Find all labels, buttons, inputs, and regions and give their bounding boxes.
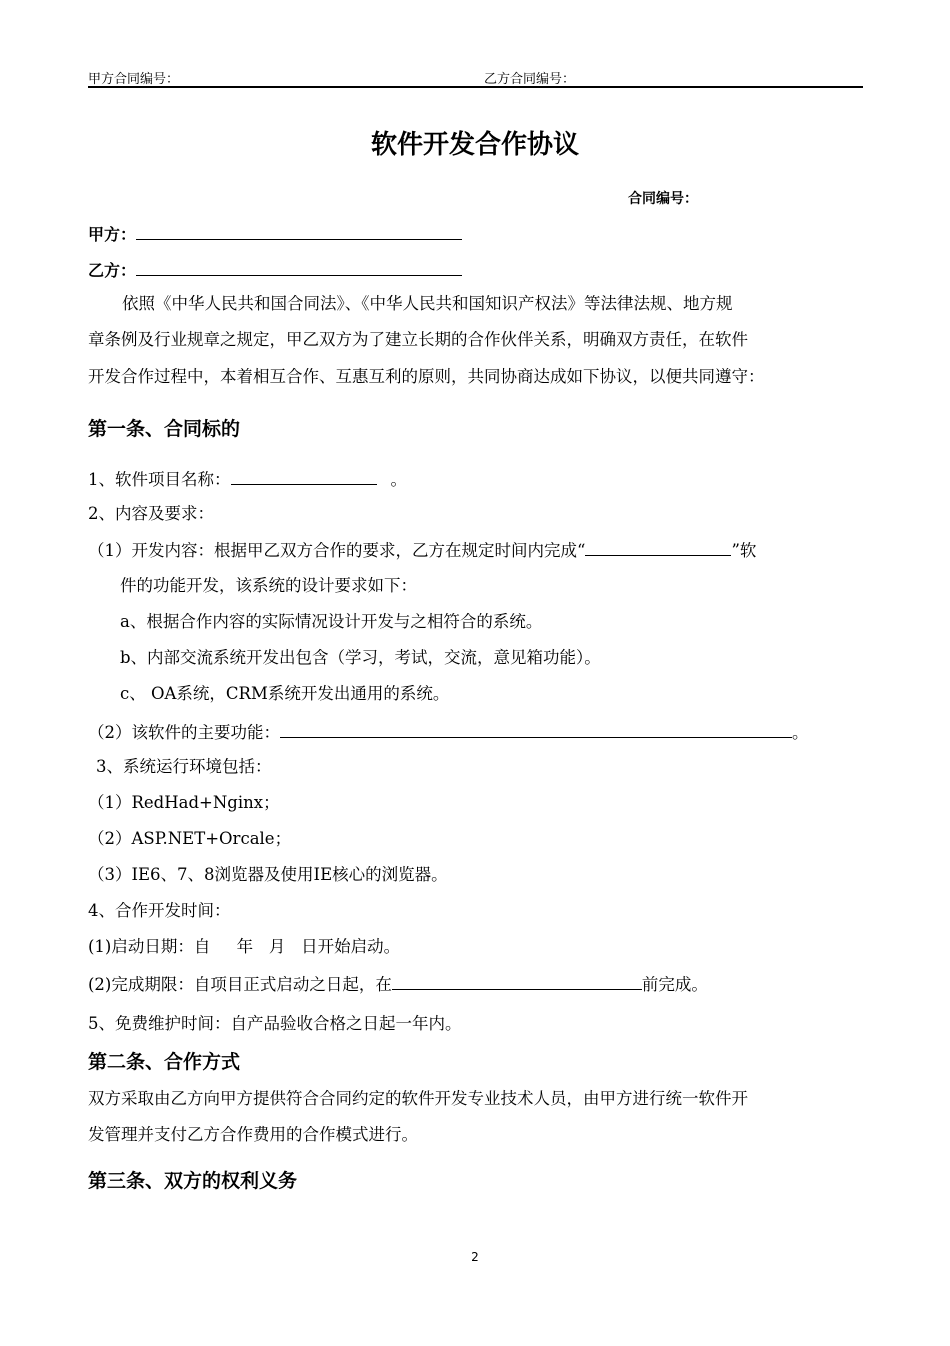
start-date-line: (1)启动日期：自 年 月 日开始启动。 xyxy=(88,937,401,956)
header-rule xyxy=(88,86,863,88)
development-time-label: 4、合作开发时间： xyxy=(88,901,231,920)
article-2-body-line-2: 发管理并支付乙方合作费用的合作模式进行。 xyxy=(88,1125,418,1144)
requirement-c: c、 OA系统，CRM系统开发出通用的系统。 xyxy=(120,684,450,703)
dev-content-line xyxy=(88,539,756,561)
environment-3: （3）IE6、7、8浏览器及使用IE核心的浏览器。 xyxy=(88,865,448,884)
header-party-b-contract-no: 乙方合同编号： xyxy=(484,72,576,87)
party-a-line xyxy=(88,222,462,245)
project-name-period: 。 xyxy=(390,470,407,489)
party-a-blank[interactable] xyxy=(136,223,462,240)
project-name-blank[interactable] xyxy=(231,468,377,485)
environment-2: （2）ASP.NET+Orcale； xyxy=(88,829,292,848)
party-a-label: 甲方： xyxy=(88,225,137,244)
preamble-line-1: 依照《中华人民共和国合同法》、《中华人民共和国知识产权法》等法律法规、地方规 xyxy=(122,294,733,313)
dev-content-text: （1）开发内容：根据甲乙双方合作的要求，乙方在规定时间内完成“ xyxy=(88,541,586,560)
free-maintenance-line: 5、免费维护时间：自产品验收合格之日起一年内。 xyxy=(88,1014,462,1033)
main-function-period: 。 xyxy=(792,723,809,742)
header-party-a-contract-no: 甲方合同编号： xyxy=(88,72,180,87)
runtime-environment-label: 3、系统运行环境包括： xyxy=(96,757,272,776)
deadline-line xyxy=(88,973,708,995)
party-b-blank[interactable] xyxy=(136,259,462,276)
preamble-line-3: 开发合作过程中，本着相互合作、互惠互利的原则，共同协商达成如下协议，以便共同遵守： xyxy=(88,367,765,386)
article-2-body-line-1: 双方采取由乙方向甲方提供符合合同约定的软件开发专业技术人员，由甲方进行统一软件开 xyxy=(88,1089,748,1108)
content-requirements-label: 2、内容及要求： xyxy=(88,504,214,523)
preamble-line-2: 章条例及行业规章之规定，甲乙双方为了建立长期的合作伙伴关系，明确双方责任，在软件 xyxy=(88,330,748,349)
page-number: 2 xyxy=(471,1250,479,1264)
project-name-label: 1、软件项目名称： xyxy=(88,470,231,489)
party-b-label: 乙方： xyxy=(88,261,137,280)
requirement-a: a、根据合作内容的实际情况设计开发与之相符合的系统。 xyxy=(120,612,543,631)
project-name-line xyxy=(88,468,407,490)
dev-content-suffix: ”软 xyxy=(731,541,757,560)
deadline-label: (2)完成期限：自项目正式启动之日起，在 xyxy=(88,975,392,994)
article-3-heading: 第三条、双方的权利义务 xyxy=(88,1170,298,1192)
requirement-b: b、内部交流系统开发出包含（学习，考试，交流，意见箱功能）。 xyxy=(120,648,601,667)
main-function-label: （2）该软件的主要功能： xyxy=(88,723,280,742)
document-title: 软件开发合作协议 xyxy=(370,130,579,160)
article-2-heading: 第二条、合作方式 xyxy=(88,1051,241,1073)
main-function-line xyxy=(88,721,809,743)
deadline-suffix: 前完成。 xyxy=(641,975,708,994)
contract-number-label: 合同编号： xyxy=(628,191,698,207)
main-function-blank[interactable] xyxy=(280,721,792,738)
environment-1: （1）RedHad+Nginx； xyxy=(88,793,280,812)
party-b-line xyxy=(88,258,462,281)
article-1-heading: 第一条、合同标的 xyxy=(88,418,241,440)
deadline-blank[interactable] xyxy=(392,973,642,990)
dev-content-blank[interactable] xyxy=(585,539,731,556)
dev-content-continuation: 件的功能开发，该系统的设计要求如下： xyxy=(120,576,417,595)
